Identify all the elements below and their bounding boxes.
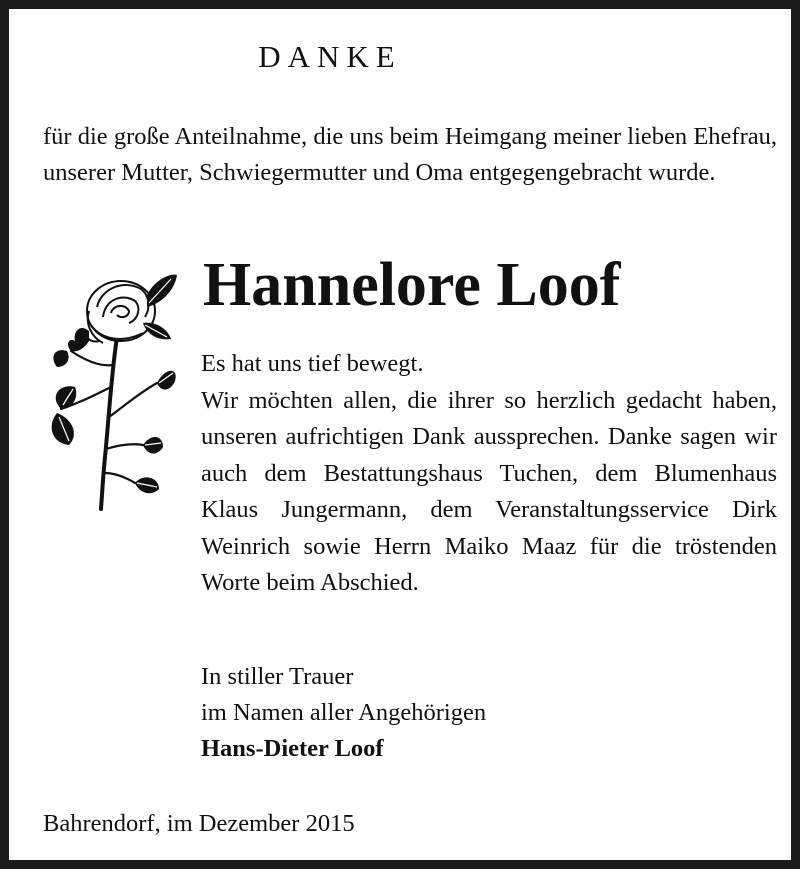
body-text (201, 346, 777, 602)
closing-block (201, 659, 486, 767)
deceased-name: Hannelore Loof (203, 251, 621, 319)
rose-icon (39, 267, 179, 513)
body-first-line: Es hat uns tief bewegt. (201, 350, 424, 377)
place-date: Bahrendorf, im Dezember 2015 (43, 810, 355, 837)
signer-name: Hans-Dieter Loof (201, 735, 384, 762)
closing-line: im Namen aller Angehörigen (201, 699, 487, 726)
closing-line: In stiller Trauer (201, 663, 354, 690)
notice-heading: DANKE (258, 39, 402, 74)
intro-text: für die große Anteilnahme, die uns beim Heimgang meiner lieben Ehefrau, unserer Mutter, Schwiegermutter und Oma entgegengebracht wurde. (43, 123, 777, 186)
body-paragraph: Wir möchten allen, die ihrer so herzlich gedacht haben, unseren aufrichtigen Dank aussprechen. Danke sagen wir auch dem Bestattungshaus Tuchen, dem Blumenhaus Klaus Jungermann, dem Veranstaltungsservice Dirk Weinrich sowie Herrn Maiko Maaz für die tröstenden Worte beim Abschied. (201, 386, 777, 596)
